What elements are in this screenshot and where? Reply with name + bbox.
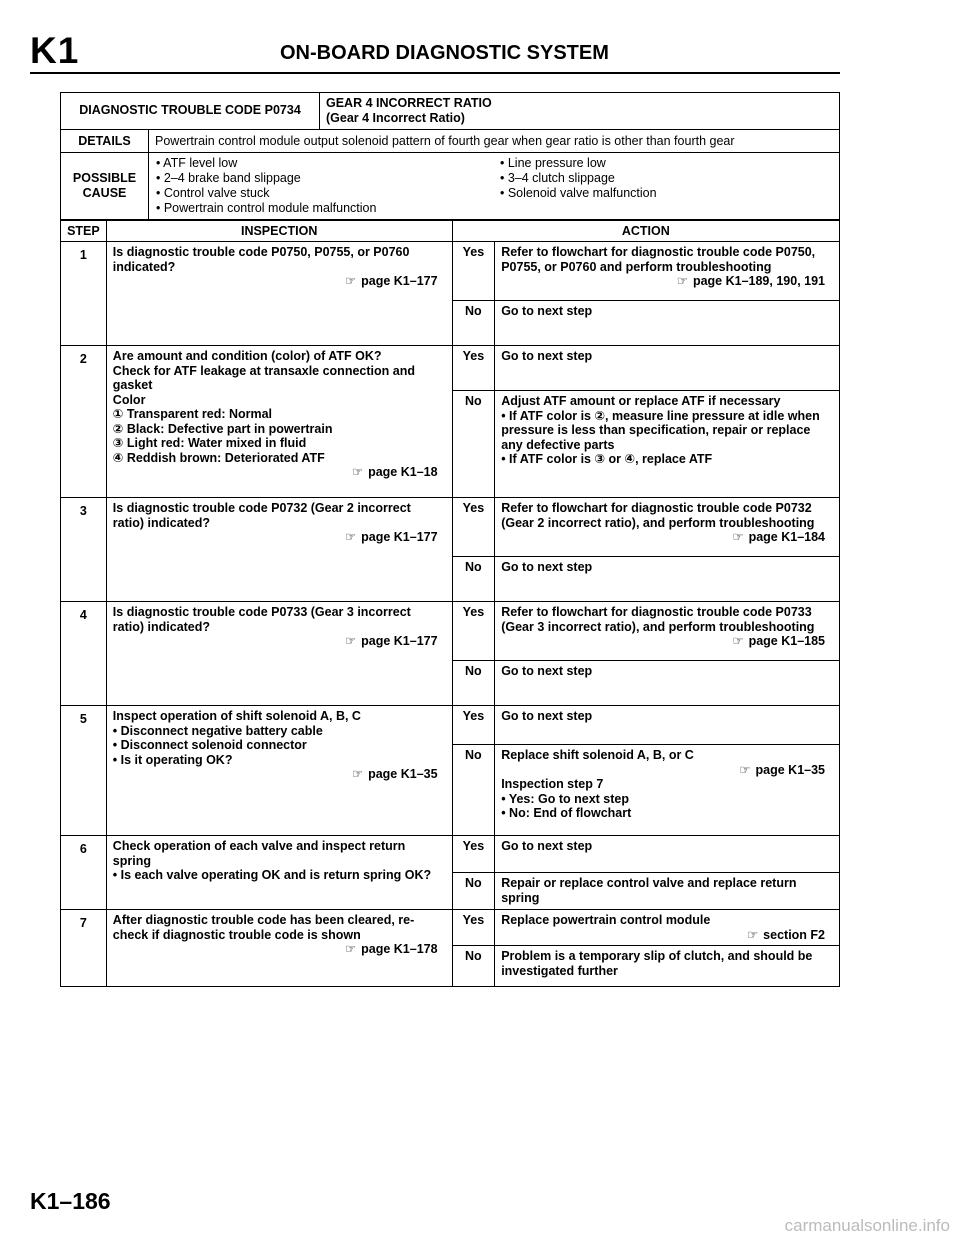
inspection-line: indicated?	[112, 259, 176, 274]
step-number: 3	[61, 498, 107, 602]
page-title: ON-BOARD DIAGNOSTIC SYSTEM	[280, 42, 609, 64]
page-reference	[113, 274, 446, 289]
steps-table	[60, 220, 840, 987]
header-inspection: INSPECTION	[106, 221, 452, 242]
reference-hand-icon: ☞	[746, 927, 759, 942]
page-number: K1–186	[30, 1188, 111, 1214]
action-line: Problem is a temporary slip of clutch, and should be	[501, 949, 813, 963]
step-number: 2	[61, 346, 107, 498]
yes-action	[495, 836, 840, 873]
table-row	[61, 910, 840, 946]
inspection-cell	[106, 242, 452, 346]
action-line: Refer to flowchart for diagnostic trouble code P0750,	[501, 245, 816, 259]
table-row	[61, 242, 840, 301]
inspection-line: spring	[112, 853, 151, 868]
inspection-cell	[106, 498, 452, 602]
no-label: No	[452, 557, 495, 602]
action-line: • If ATF color is ③ or ④, replace ATF	[501, 452, 713, 466]
inspection-line: ratio) indicated?	[112, 515, 211, 530]
cause-item: • Powertrain control module malfunction	[156, 201, 377, 215]
no-action	[495, 661, 840, 706]
reference-hand-icon: ☞	[351, 465, 364, 479]
yes-label: Yes	[452, 242, 495, 301]
yes-label: Yes	[452, 346, 495, 391]
reference-hand-icon: ☞	[732, 634, 744, 648]
reference-hand-icon: ☞	[344, 530, 357, 544]
action-line: Repair or replace control valve and replace return	[501, 876, 797, 890]
inspection-line: Is diagnostic trouble code P0733 (Gear 3 incorrect	[112, 605, 411, 619]
no-action	[495, 301, 840, 346]
step-number: 5	[61, 706, 107, 836]
action-line: Adjust ATF amount or replace ATF if necessary	[501, 394, 781, 408]
table-row	[61, 498, 840, 557]
page-reference	[501, 274, 833, 289]
inspection-line: Inspect operation of shift solenoid A, B, C	[112, 709, 361, 723]
details-label: DETAILS	[78, 134, 131, 148]
yes-action	[495, 602, 840, 661]
cause-item: • Line pressure low	[500, 156, 606, 170]
cause-item: • Solenoid valve malfunction	[500, 186, 657, 200]
table-row	[61, 602, 840, 661]
cause-item: • 3–4 clutch slippage	[500, 171, 615, 185]
reference-text: page K1–189, 190, 191	[692, 274, 825, 288]
action-line: Go to next step	[501, 349, 593, 363]
reference-hand-icon: ☞	[676, 274, 688, 288]
page-reference	[501, 763, 833, 778]
reference-text: page K1–177	[361, 530, 438, 544]
inspection-line: After diagnostic trouble code has been cleared, re-	[112, 913, 415, 927]
cause-item: • Control valve stuck	[156, 186, 270, 200]
no-label: No	[452, 391, 495, 498]
page-reference	[113, 634, 446, 649]
page-reference	[501, 530, 833, 545]
header-step: STEP	[61, 221, 107, 242]
page-reference	[113, 767, 446, 782]
table-header-row	[61, 221, 840, 242]
reference-text: page K1–178	[361, 942, 438, 956]
step-number: 4	[61, 602, 107, 706]
section-code: K1	[30, 30, 80, 71]
inspection-line: • Disconnect solenoid connector	[112, 738, 307, 752]
no-label: No	[452, 873, 495, 910]
cause-item: • ATF level low	[156, 156, 238, 170]
inspection-line: Check operation of each valve and inspect return	[112, 839, 406, 853]
yes-label: Yes	[452, 498, 495, 557]
table-row	[61, 346, 840, 391]
action-line: P0755, or P0760 and perform troubleshooting	[501, 259, 772, 274]
no-action	[495, 745, 840, 836]
no-label: No	[452, 745, 495, 836]
inspection-line: Are amount and condition (color) of ATF OK?	[112, 349, 382, 363]
reference-text: section F2	[763, 927, 825, 942]
action-line: Inspection step 7	[501, 777, 604, 791]
yes-action	[495, 910, 840, 946]
yes-action	[495, 242, 840, 301]
yes-label: Yes	[452, 602, 495, 661]
action-line: pressure is less than specification, repair or replace	[501, 423, 811, 437]
step-number: 7	[61, 910, 107, 987]
action-line: Go to next step	[501, 664, 593, 678]
inspection-cell	[106, 706, 452, 836]
watermark: carmanualsonline.info	[784, 1216, 950, 1235]
page-header	[30, 30, 840, 74]
action-line: Refer to flowchart for diagnostic trouble code P0733	[501, 605, 812, 619]
cause-label-line1: POSSIBLE	[72, 171, 137, 185]
inspection-line: check if diagnostic trouble code is shown	[112, 927, 361, 942]
reference-text: page K1–18	[368, 465, 438, 479]
reference-text: page K1–185	[748, 634, 825, 648]
step-number: 1	[61, 242, 107, 346]
action-line: • If ATF color is ②, measure line pressure at idle when	[501, 408, 820, 423]
reference-text: page K1–35	[755, 762, 825, 777]
inspection-line: • Is it operating OK?	[112, 752, 233, 767]
inspection-line: ② Black: Defective part in powertrain	[112, 421, 333, 436]
inspection-line: Is diagnostic trouble code P0732 (Gear 2 incorrect	[112, 501, 411, 515]
inspection-line: ① Transparent red: Normal	[112, 407, 273, 421]
reference-text: page K1–177	[361, 634, 438, 648]
header-action: ACTION	[452, 221, 839, 242]
reference-hand-icon: ☞	[344, 942, 357, 956]
yes-action	[495, 346, 840, 391]
action-line: Go to next step	[501, 709, 593, 723]
reference-hand-icon: ☞	[351, 767, 364, 781]
action-line: any defective parts	[501, 437, 615, 452]
page-reference	[501, 634, 833, 649]
action-line: (Gear 3 incorrect ratio), and perform troubleshooting	[501, 619, 815, 634]
action-line: Go to next step	[501, 304, 593, 318]
yes-action	[495, 706, 840, 745]
reference-text: page K1–35	[368, 767, 438, 781]
no-label: No	[452, 946, 495, 987]
yes-label: Yes	[452, 706, 495, 745]
cause-item: • 2–4 brake band slippage	[156, 171, 301, 185]
yes-label: Yes	[452, 910, 495, 946]
action-line: Replace shift solenoid A, B, or C	[501, 748, 694, 762]
reference-text: page K1–177	[361, 274, 438, 288]
action-line: (Gear 2 incorrect ratio), and perform troubleshooting	[501, 515, 815, 530]
page-reference	[113, 465, 446, 480]
no-action	[495, 557, 840, 602]
table-row	[61, 706, 840, 745]
no-label: No	[452, 301, 495, 346]
no-action	[495, 873, 840, 910]
inspection-line: Color	[112, 392, 146, 407]
page-reference	[113, 942, 446, 957]
inspection-cell	[106, 910, 452, 987]
page-reference	[501, 928, 833, 943]
action-line: • Yes: Go to next step	[501, 791, 629, 806]
action-line: investigated further	[501, 963, 618, 978]
action-line: Go to next step	[501, 560, 593, 574]
reference-hand-icon: ☞	[344, 274, 357, 288]
action-line: Refer to flowchart for diagnostic trouble code P0732	[501, 501, 812, 515]
inspection-cell	[106, 836, 452, 910]
page-reference	[113, 530, 446, 545]
dtc-label: DIAGNOSTIC TROUBLE CODE P0734	[79, 103, 301, 117]
inspection-line: ③ Light red: Water mixed in fluid	[112, 436, 307, 450]
no-action	[495, 391, 840, 498]
inspection-line: gasket	[112, 378, 153, 392]
table-row	[61, 836, 840, 873]
reference-hand-icon: ☞	[739, 762, 751, 777]
reference-hand-icon: ☞	[344, 634, 357, 648]
inspection-line: Is diagnostic trouble code P0750, P0755, or P0760	[112, 245, 410, 259]
no-action	[495, 946, 840, 987]
inspection-line: • Disconnect negative battery cable	[112, 723, 323, 738]
action-line: Go to next step	[501, 839, 593, 853]
reference-hand-icon: ☞	[732, 530, 744, 544]
action-line: Replace powertrain control module	[501, 913, 711, 927]
dtc-name-line2: (Gear 4 Incorrect Ratio)	[326, 111, 465, 125]
dtc-name-line1: GEAR 4 INCORRECT RATIO	[326, 96, 492, 110]
step-number: 6	[61, 836, 107, 910]
action-line: spring	[501, 890, 540, 905]
action-line: • No: End of flowchart	[501, 806, 632, 820]
steps-body	[61, 242, 840, 987]
inspection-cell	[106, 346, 452, 498]
no-label: No	[452, 661, 495, 706]
inspection-line: • Is each valve operating OK and is return spring OK?	[112, 868, 432, 882]
details-text: Powertrain control module output solenoid pattern of fourth gear when gear ratio is other than fourth gear	[155, 134, 735, 148]
inspection-line: ④ Reddish brown: Deteriorated ATF	[112, 450, 325, 465]
inspection-line: Check for ATF leakage at transaxle connection and	[112, 363, 415, 378]
yes-label: Yes	[452, 836, 495, 873]
inspection-line: ratio) indicated?	[112, 619, 211, 634]
yes-action	[495, 498, 840, 557]
inspection-cell	[106, 602, 452, 706]
cause-label-line2: CAUSE	[82, 186, 127, 200]
reference-text: page K1–184	[748, 530, 825, 544]
